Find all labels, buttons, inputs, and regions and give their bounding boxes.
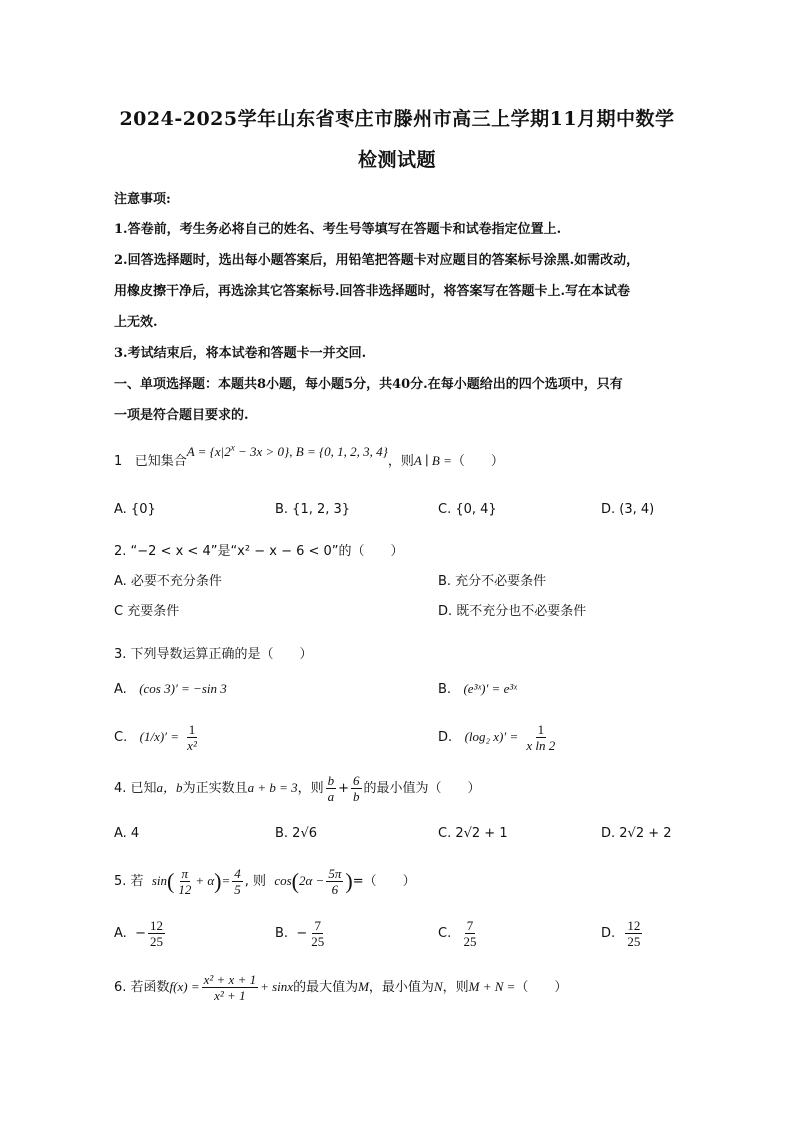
q5-option-a: A. − $\frac{12}{25}$ [114,918,163,949]
q3-option-c-lhs: (1/x)′ = [139,729,180,744]
q1-stem-b: ，则 [387,454,414,469]
q4-option-b: B. 2√6 [275,826,318,841]
page-subtitle: 检测试题 [357,149,436,171]
q2-option-d: D. 既不充分也不必要条件 [438,604,587,619]
q1-option-b: B. {1, 2, 3} [275,502,351,517]
q3-option-c: C. (1/x)′ = $\frac{1}{\text{x²}}$ [114,722,197,753]
notice-item-3: 3.考试结束后，将本试卷和答题卡一并交回. [114,346,367,361]
q1-stem-a: 已知集合 [134,454,187,469]
q5-option-c: C. $\frac{7}{25}$ [438,918,477,949]
q5-fraction-5pi-6: $\frac{5\pi}{6}$ [328,866,342,897]
notice-item-2c: 上无效. [114,315,158,330]
q1-number: 1 [114,454,123,469]
q1-set-b: , B = {0, 1, 2, 3, 4} [289,444,388,459]
q5-option-b: B. − $\frac{7}{25}$ [275,918,325,949]
q1-set-a-rest: − 3x > 0} [234,444,290,459]
notice-heading: 注意事项: [114,192,171,207]
notice-item-1: 1.答卷前，考生务必将自己的姓名、考生号等填写在答题卡和试卷指定位置上. [114,222,562,237]
page-title: 2024-2025学年山东省枣庄市滕州市高三上学期11月期中数学 [119,108,675,130]
q3-option-d: D. (log₂ x)′ = $\frac{1}{\text{x ln 2}}$ [438,722,556,753]
q4-fraction-6-b: $\frac{6}{b}$ [353,773,360,804]
question-2: 2. “−2 < x < 4”是“x² − x − 6 < 0”的（ ） [114,544,404,559]
q3-option-d-fraction: $\frac{1}{\text{x ln 2}}$ [526,722,556,753]
section-heading-2: 一项是符合题目要求的. [114,408,249,423]
q3-option-a: A. (cos 3)′ = −sin 3 [114,681,227,697]
notice-item-2a: 2.回答选择题时，选出每小题答案后，用铅笔把答题卡对应题目的答案标号涂黑.如需改动， [114,253,640,268]
q4-fraction-b-a: $\frac{b}{a}$ [327,773,335,804]
q2-option-a: A. 必要不充分条件 [114,574,222,589]
q4-option-a: A. 4 [114,826,140,841]
q5-option-d: D. $\frac{12}{25}$ [601,918,641,949]
q4-option-c: C. 2√2 + 1 [438,826,508,841]
question-3: 3. 下列导数运算正确的是（ ） [114,647,313,662]
q1-option-a: A. {0} [114,502,156,517]
notice-item-2b: 用橡皮擦干净后，再选涂其它答案标号.回答非选择题时，将答案写在答题卡上.写在本试卷 [114,284,631,299]
q2-option-b: B. 充分不必要条件 [438,574,547,589]
q1-ask: A ∣ B = [413,453,452,468]
q1-option-d: D. (3, 4) [601,502,655,517]
question-5: 5. 若 sin( $\frac{\pi}{12}$ + α)= $\frac{4}{5}$ , 则 cos(2α − $\frac{5\pi}{6}$ )=（ ） [114,866,416,897]
question-1 [114,442,504,469]
q1-set-a: A = {x|2 [186,444,231,459]
question-6: 6. 若函数f(x) = $\frac{\text{x² + x + 1}}{\text{x² + 1}}$ + sinx的最大值为M，最小值为N，则M + N =（ ） [114,972,568,1003]
q3-option-a-expr: (cos 3)′ = −sin 3 [139,681,227,696]
q3-option-b: B. (e³ˣ)′ = e³ˣ [438,681,517,697]
question-4: 4. 已知a，b为正实数且a + b = 3，则 $\frac{b}{a}$ + $\frac{6}{b}$ 的最小值为（ ） [114,773,481,804]
q1-option-c: C. {0, 4} [438,502,497,517]
q1-set-a-sup: x [230,442,235,453]
q2-option-c: C 充要条件 [114,604,180,619]
q3-option-c-fraction: $\frac{1}{\text{x²}}$ [187,722,197,753]
q3-option-b-expr: (e³ˣ)′ = e³ˣ [463,681,517,696]
q3-option-d-lhs: (log₂ x)′ = [464,729,519,744]
q5-fraction-4-5: $\frac{4}{5}$ [234,866,241,897]
q6-fraction: $\frac{\text{x² + x + 1}}{\text{x² + 1}}$ [203,972,257,1003]
q5-fraction-pi-12: $\frac{\pi}{12}$ [178,866,192,897]
q1-paren: （ ） [451,454,504,469]
section-heading-1: 一、单项选择题：本题共8小题，每小题5分，共40分.在每小题给出的四个选项中，只有 [114,377,623,392]
q4-option-d: D. 2√2 + 2 [601,826,672,841]
